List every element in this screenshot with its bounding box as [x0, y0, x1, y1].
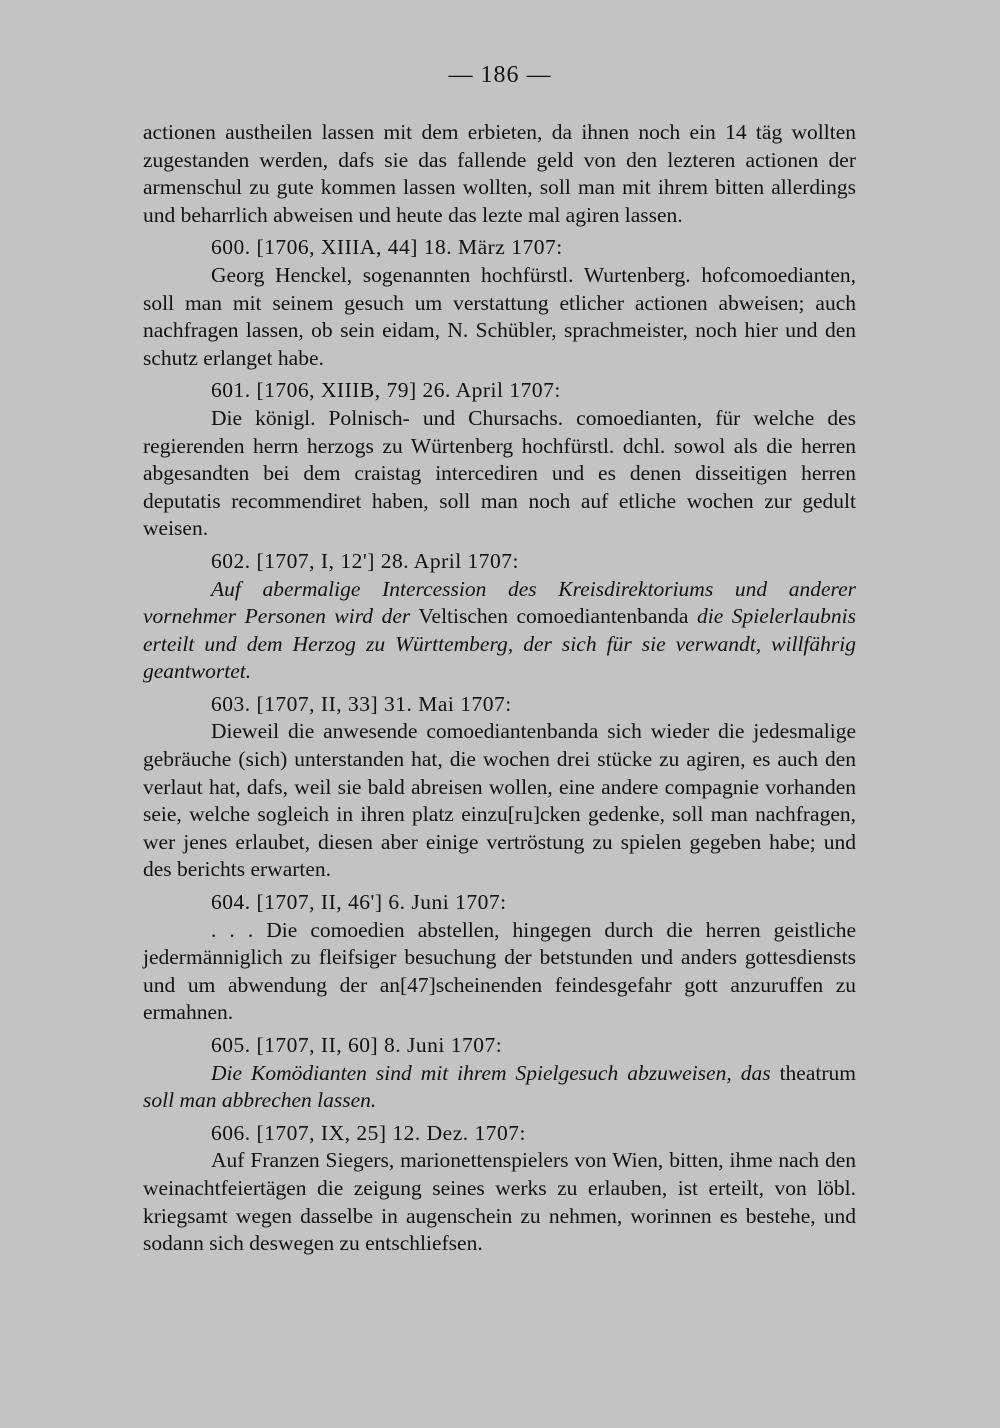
entry-text-roman: Veltischen comoediantenbanda	[410, 604, 697, 629]
entry-text-italic: die Spielerlaubnis erteilt und dem Herzog zu Württemberg, der sich für sie verwandt, willfährig geantwortet.	[143, 604, 856, 684]
entry-600	[143, 234, 856, 372]
entry-text: Georg Henckel, sogenannten hochfürstl. Wurtenberg. hofcomoedianten, soll man mit seinem gesuch um verstattung etlicher actionen abweisen; auch nachfragen lassen, ob sein eidam, N. Schübler, sprachmeister, noch hier und den schutz erlanget habe.	[143, 262, 856, 370]
entry-text	[143, 576, 856, 686]
entry-heading: 600. [1706, XIIIA, 44] 18. März 1707:	[211, 235, 563, 260]
entry-text-italic: Die Komödianten sind mit ihrem Spielgesuch abzuweisen, das	[211, 1060, 771, 1085]
entry-602	[143, 548, 856, 686]
entry-text-roman: theatrum	[770, 1060, 856, 1085]
entry-606	[143, 1120, 856, 1258]
entry-text: Die königl. Polnisch- und Chursachs. comoedianten, für welche des regierenden herrn herzogs zu Würtenberg hochfürstl. dchl. sowol als die herren abgesandten bei dem craistag intercediren und es denen disseitigen herren deputatis recommendiret haben, soll man noch auf etliche wochen zur gedult weisen.	[143, 405, 856, 541]
entry-text: Dieweil die anwesende comoediantenbanda sich wieder die jedesmalige gebräuche (sich) unterstanden hat, die wochen drei stücke zu agiren, es auch den verlaut hat, dafs, weil sie bald abreisen wollen, eine andere compagnie vorhanden seie, welche sogleich in ihren platz einzu[ru]cken gedenke, soll man nachfragen, wer jenes erlaubet, diesen aber einige vertröstung zu spielen gegeben habe; und des berichts erwarten.	[143, 719, 856, 882]
entry-heading: 606. [1707, IX, 25] 12. Dez. 1707:	[211, 1120, 526, 1145]
entry-text	[143, 1060, 856, 1115]
intro-paragraph: actionen austheilen lassen mit dem erbieten, da ihnen noch ein 14 täg wollten zugestanden werden, dafs sie das fallende geld von den lezteren actionen der armenschul zu gute kommen lassen wollten, soll man mit ihrem bitten allerdings und beharrlich abweisen und heute das lezte mal agiren lassen.	[143, 120, 856, 227]
entry-heading: 604. [1707, II, 46'] 6. Juni 1707:	[211, 890, 507, 915]
entry-601	[143, 377, 856, 543]
entry-text: . . . Die comoedien abstellen, hingegen durch die herren geistliche jedermänniglich zu fleifsiger besuchung der betstunden und anders gottesdiensts und um abwendung der an[47]scheinenden feindesgefahr gott anzuruffen zu ermahnen.	[143, 917, 856, 1025]
page-body	[143, 119, 856, 1258]
entry-605	[143, 1032, 856, 1115]
entry-604	[143, 889, 856, 1027]
entry-text-italic: soll man abbrechen lassen.	[143, 1088, 377, 1113]
entry-text-italic: Auf abermalige Intercession des Kreisdirektoriums und anderer vornehmer Personen wird der	[143, 576, 856, 629]
entry-heading: 603. [1707, II, 33] 31. Mai 1707:	[211, 691, 512, 716]
entry-text: Auf Franzen Siegers, marionettenspielers von Wien, bitten, ihme nach den weinachtfeiertägen die zeigung seines werks zu erlauben, ist erteilt, von löbl. kriegsamt wegen dasselbe in augenschein zu nehmen, worinnen es bestehe, und sodann sich deswegen zu entschliefsen.	[143, 1148, 856, 1256]
page-number: — 186 —	[448, 62, 552, 88]
entry-heading: 601. [1706, XIIIB, 79] 26. April 1707:	[211, 378, 561, 403]
entry-heading: 605. [1707, II, 60] 8. Juni 1707:	[211, 1033, 503, 1057]
entry-603	[143, 691, 856, 884]
entry-heading: 602. [1707, I, 12'] 28. April 1707:	[211, 548, 520, 573]
